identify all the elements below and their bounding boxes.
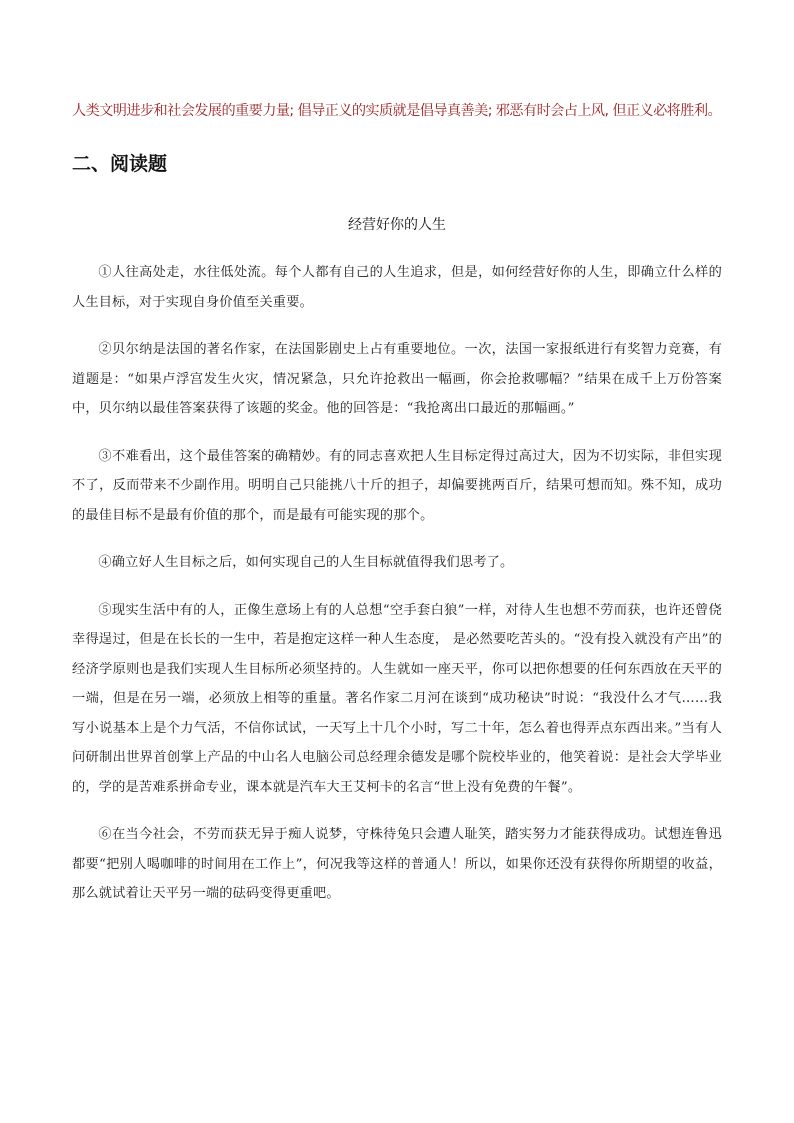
paragraph-2: ②贝尔纳是法国的著名作家，在法国影剧史上占有重要地位。一次，法国一家报纸进行有奖智力竞赛，有道题是：“如果卢浮宫发生火灾，情况紧急，只允许抢救出一幅画，你会抢救哪幅？”结果在成千上万份答案中，贝尔纳以最佳答案获得了该题的奖金。他的回答是：“我抢离出口最近的那幅画。” — [72, 342, 722, 416]
paragraph-6: ⑥在当今社会，不劳而获无异于痴人说梦，守株待兔只会遭人耻笑，踏实努力才能获得成功。试想连鲁迅都要“把别人喝咖啡的时间用在工作上”，何况我等这样的普通人！所以，如果你还没有获得你所期望的收益，那么就试着让天平另一端的砝码变得更重吧。 — [72, 827, 722, 901]
section-heading: 二、阅读题 — [72, 153, 168, 175]
article-title: 经营好你的人生 — [348, 217, 446, 233]
paragraph-4: ④确立好人生目标之后，如何实现自己的人生目标就值得我们思考了。 — [98, 555, 514, 570]
intro-red-text: 人类文明进步和社会发展的重要力量; 倡导正义的实质就是倡导真善美; 邪恶有时会占上风, 但正义必将胜利。 — [72, 103, 722, 119]
article-body — [72, 258, 722, 927]
paragraph-5: ⑤现实生活中有的人，正像生意场上有的人总想“空手套白狼”一样，对待人生也想不劳而获，也许还曾侥幸得逞过，但是在长长的一生中，若是抱定这样一种人生态度， 是必然要吃苦头的。“没有投入就没有产出”的经济学原则也是我们实现人生目标所必须坚持的。人生就如一座天平，你可以把你想要的任何东西放在天平的一端，但是在另一端，必须放上相等的重量。著名作家二月河在谈到“成功秘诀”时说：“我没什么才气……我写小说基本上是个力气活，不信你试试，一天写上十几个小时，写二十年，怎么着也得弄点东西出来。”当有人问研制出世界首创掌上产品的中山名人电脑公司总经理余德发是哪个院校毕业的，他笑着说：是社会大学毕业的，学的是苦难系拼命专业，课本就是汽车大王艾柯卡的名言“世上没有免费的午餐”。 — [72, 602, 722, 795]
paragraph-1: ①人往高处走，水往低处流。每个人都有自己的人生追求，但是，如何经营好你的人生，即确立什么样的人生目标，对于实现自身价值至关重要。 — [72, 265, 722, 310]
paragraph-3: ③不难看出，这个最佳答案的确精妙。有的同志喜欢把人生目标定得过高过大，因为不切实际，非但实现不了，反而带来不少副作用。明明自己只能挑八十斤的担子，却偏要挑两百斤，结果可想而知。殊不知，成功的最佳目标不是最有价值的那个，而是最有可能实现的那个。 — [72, 448, 722, 523]
